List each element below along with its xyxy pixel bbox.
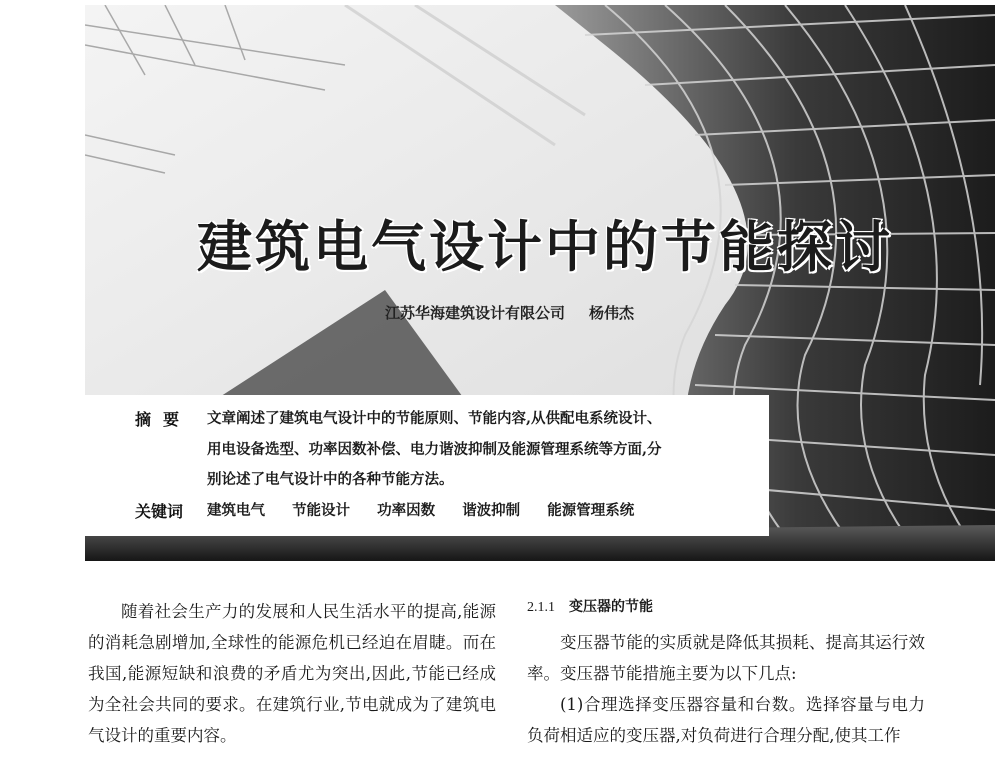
body-column-right xyxy=(527,593,925,751)
section-title: 变压器的节能 xyxy=(569,599,653,615)
keyword-item: 功率因数 xyxy=(377,502,436,519)
abstract-line: 别论述了电气设计中的各种节能方法。 xyxy=(207,471,454,488)
affiliation: 江苏华海建筑设计有限公司 xyxy=(385,304,566,322)
intro-paragraph: 随着社会生产力的发展和人民生活水平的提高,能源的消耗急剧增加,全球性的能源危机已经迫在眉睫。而在我国,能源短缺和浪费的矛盾尤为突出,因此,节能已经成为全社会共同的要求。在建筑行业,节电就成为了建筑电气设计的重要内容。 xyxy=(88,602,496,745)
keywords-label: 关键词 xyxy=(135,502,184,521)
section-heading xyxy=(527,593,925,622)
abstract-text xyxy=(207,404,755,496)
abstract-line: 用电设备选型、功率因数补偿、电力谐波抑制及能源管理系统等方面,分 xyxy=(207,440,662,458)
abstract-line: 文章阐述了建筑电气设计中的节能原则、节能内容,从供配电系统设计、 xyxy=(207,410,662,427)
author-name: 杨伟杰 xyxy=(589,304,635,322)
section-number: 2.1.1 xyxy=(527,600,555,615)
abstract-label: 摘要 xyxy=(135,410,192,429)
abstract-box xyxy=(85,395,769,536)
keywords-list xyxy=(207,499,656,520)
keyword-item: 谐波抑制 xyxy=(462,502,521,519)
byline xyxy=(385,302,634,323)
transformer-item-1: (1)合理选择变压器容量和台数。选择容量与电力负荷相适应的变压器,对负荷进行合理分配,使其工作 xyxy=(527,695,925,745)
article-title: 建筑电气设计中的节能探讨 xyxy=(197,215,894,279)
keyword-item: 建筑电气 xyxy=(207,502,265,519)
keyword-item: 能源管理系统 xyxy=(547,502,635,519)
transformer-paragraph: 变压器节能的实质就是降低其损耗、提高其运行效率。变压器节能措施主要为以下几点: xyxy=(527,633,925,683)
keyword-item: 节能设计 xyxy=(292,502,351,519)
body-column-left xyxy=(88,596,496,751)
